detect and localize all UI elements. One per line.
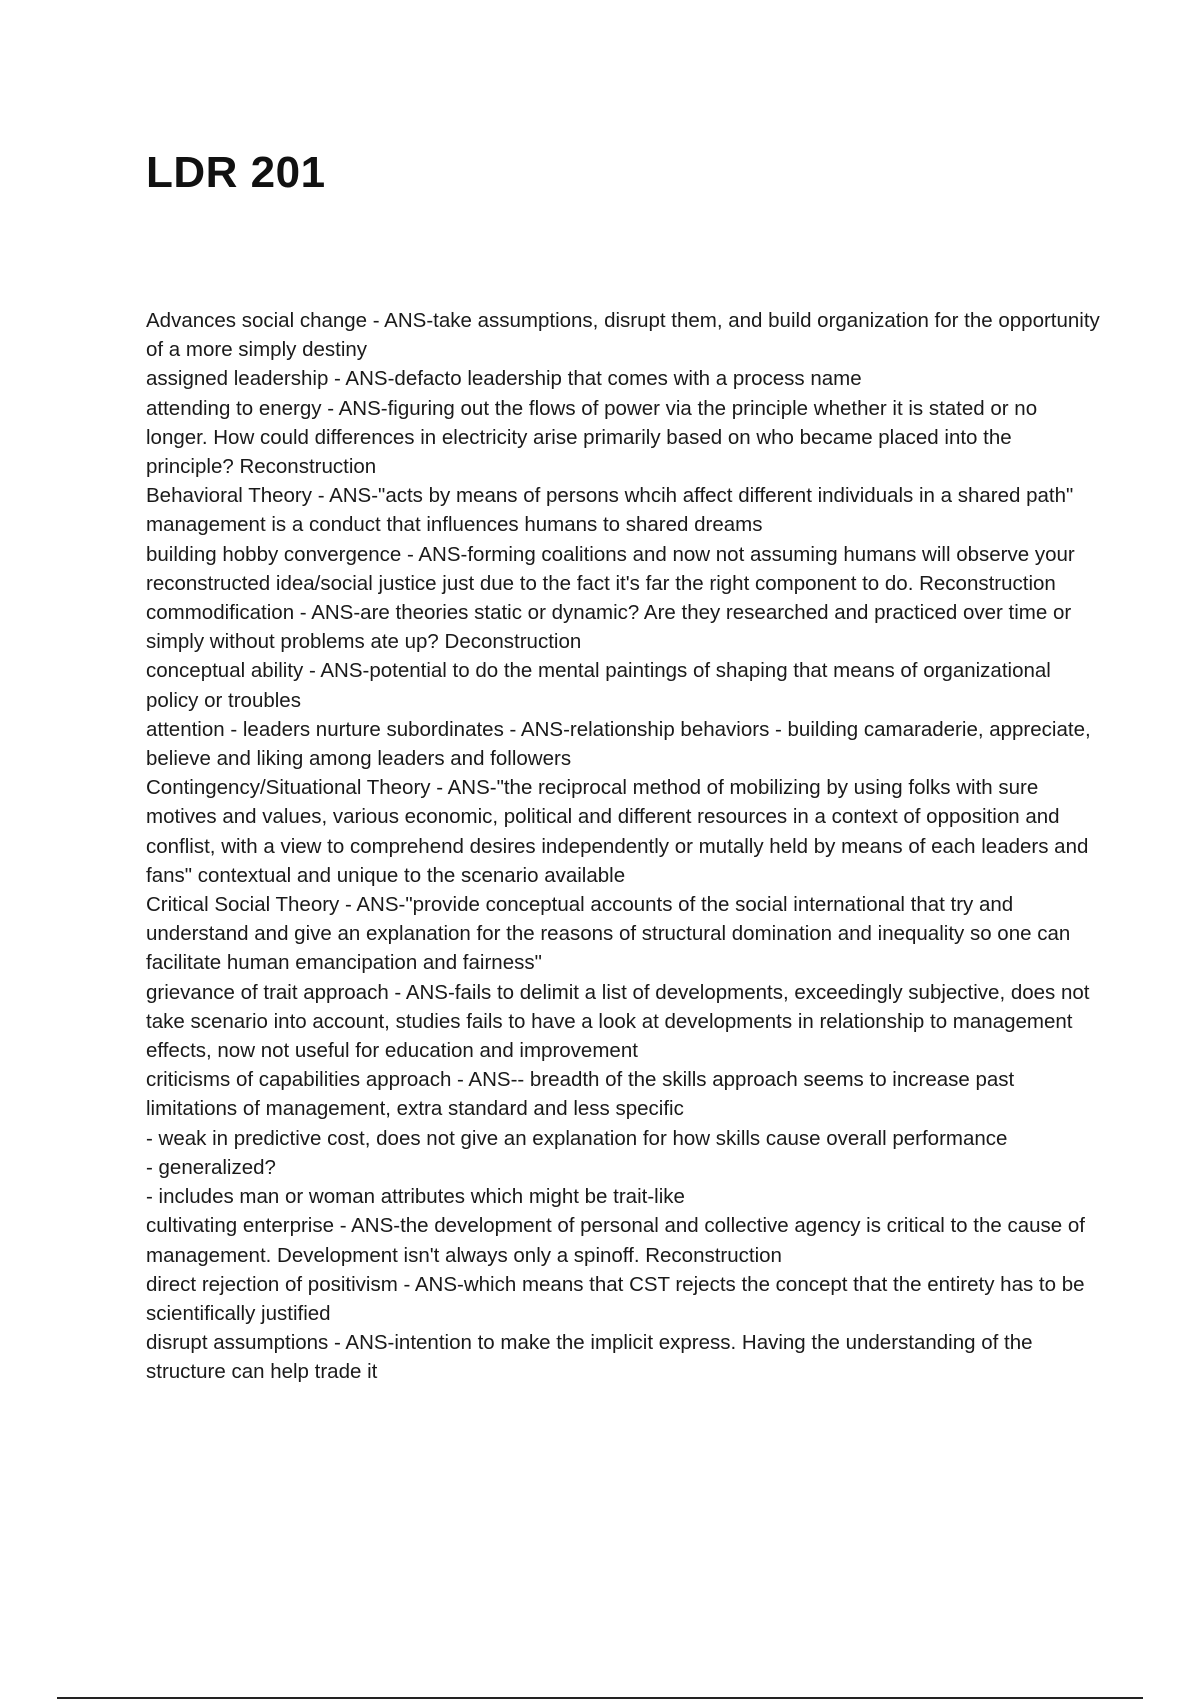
entry-criticisms-of-capabilities-approach: criticisms of capabilities approach - ANS-- breadth of the skills approach seems to increase past limitations of management, extra standard and less specific — [146, 1068, 1015, 1121]
entry-attending-to-energy: attending to energy - ANS-figuring out the flows of power via the principle whether it is stated or no longer. How could differences in electricity arise primarily based on who became placed into the principle? Reconstruction — [146, 396, 1038, 479]
entry-advances-social-change: Advances social change - ANS-take assumptions, disrupt them, and build organization for the opportunity of a more simply destiny — [146, 309, 1100, 362]
entry-direct-rejection-of-positivism: direct rejection of positivism - ANS-which means that CST rejects the concept that the entirety has to be scientifically justified — [146, 1272, 1085, 1325]
entry-assigned-leadership: assigned leadership - ANS-defacto leadership that comes with a process name — [146, 367, 862, 391]
entry-contingency-situational-theory: Contingency/Situational Theory - ANS-"the reciprocal method of mobilizing by using folks with sure motives and values, various economic, political and different resources in a context of opposition and conflist, with a view to comprehend desires independently or mutally held by means of each leaders and fans" contextual and unique to the scenario available — [146, 776, 1089, 887]
entry-conceptual-ability: conceptual ability - ANS-potential to do the mental paintings of shaping that means of organizational policy or troubles — [146, 659, 1051, 712]
entry-criticism-bullet-predictive: - weak in predictive cost, does not give an explanation for how skills cause overall performance — [146, 1126, 1008, 1150]
entry-criticism-bullet-generalized: - generalized? — [146, 1155, 276, 1179]
entry-commodification: commodification - ANS-are theories static or dynamic? Are they researched and practiced over time or simply without problems ate up? Deconstruction — [146, 601, 1072, 654]
page-title: LDR 201 — [146, 148, 326, 197]
entry-cultivating-enterprise: cultivating enterprise - ANS-the development of personal and collective agency is critical to the cause of management. Development isn't always only a spinoff. Reconstruction — [146, 1214, 1085, 1267]
entry-building-hobby-convergence: building hobby convergence - ANS-forming coalitions and now not assuming humans will observe your reconstructed idea/social justice just due to the fact it's far the right component to do. Reconstruction — [146, 542, 1075, 595]
footer-divider — [57, 1697, 1143, 1699]
entry-disrupt-assumptions: disrupt assumptions - ANS-intention to make the implicit express. Having the understanding of the structure can help trade it — [146, 1331, 1033, 1384]
entry-critical-social-theory: Critical Social Theory - ANS-"provide conceptual accounts of the social international that try and understand and give an explanation for the reasons of structural domination and inequality so one can facilitate human emancipation and fairness" — [146, 893, 1071, 975]
entry-grievance-of-trait-approach: grievance of trait approach - ANS-fails to delimit a list of developments, exceedingly subjective, does not take scenario into account, studies fails to have a look at developments in relationship to management effects, now not useful for education and improvement — [146, 980, 1090, 1063]
entry-attention: attention - leaders nurture subordinates - ANS-relationship behaviors - building camaraderie, appreciate, believe and liking among leaders and followers — [146, 717, 1091, 771]
entry-behavioral-theory: Behavioral Theory - ANS-"acts by means of persons whcih affect different individuals in a shared path" management is a conduct that influences humans to shared dreams — [146, 484, 1074, 537]
document-body — [146, 306, 1101, 1387]
entry-criticism-bullet-trait-like: - includes man or woman attributes which might be trait-like — [146, 1185, 685, 1209]
